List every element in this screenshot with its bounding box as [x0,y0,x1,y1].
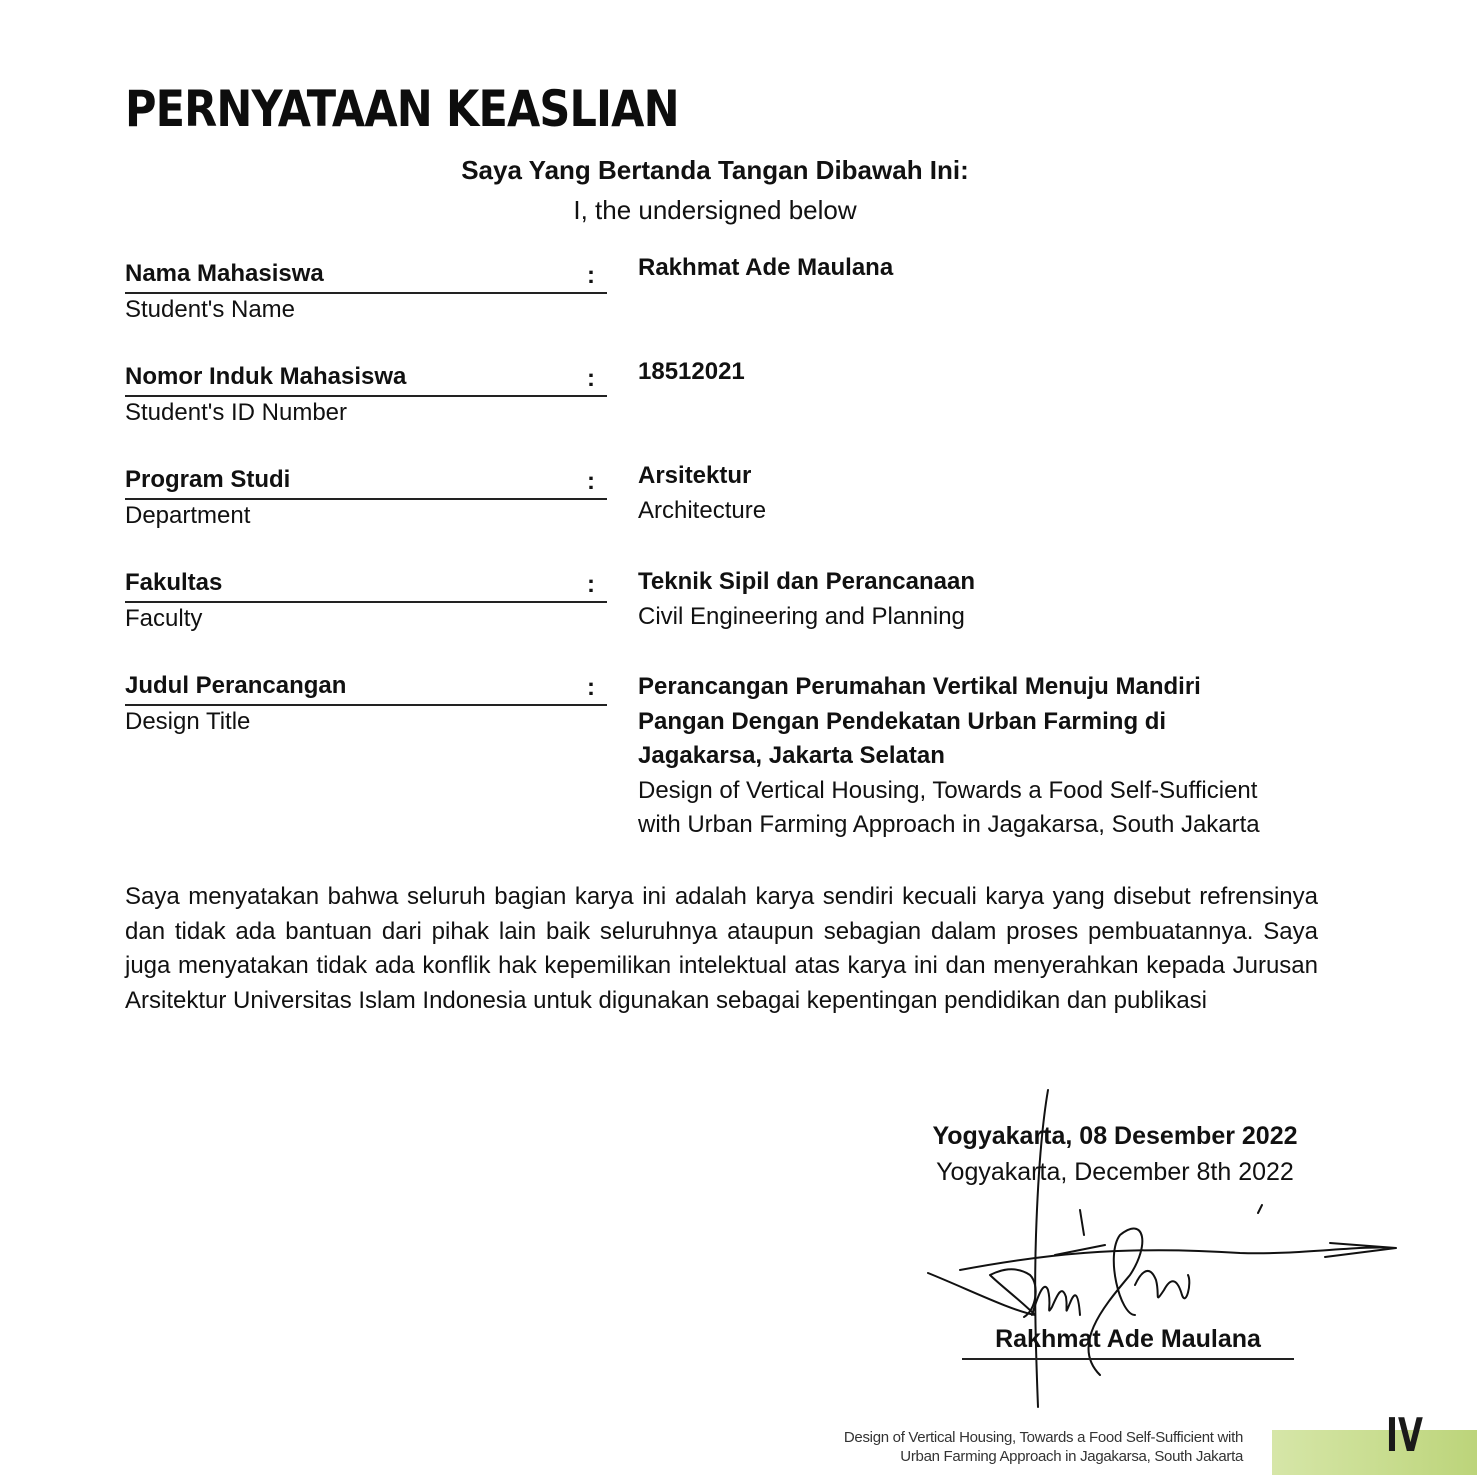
signer-name: Rakhmat Ade Maulana [962,1325,1294,1360]
field-value-en: Design of Vertical Housing, Towards a Food Self-Sufficient with Urban Farming Approach in Jagakarsa, South Jakarta [638,776,1260,838]
field-colon: : [587,262,595,289]
field-value-student-id [638,355,1318,390]
field-value: 18512021 [638,358,745,385]
field-value: Rakhmat Ade Maulana [638,254,894,281]
field-label-en: Student's Name [125,296,296,323]
field-label-en: Faculty [125,605,203,632]
field-label-en: Design Title [125,708,251,735]
intro-subheading: I, the undersigned below [573,195,857,225]
field-value-student-name [638,251,1318,286]
field-value: Teknik Sipil dan Perancanaan [638,568,976,595]
field-label-en: Department [125,502,251,529]
intro-heading: Saya Yang Bertanda Tangan Dibawah Ini: [461,155,969,185]
field-label: Program Studi [125,466,291,493]
field-value-en: Civil Engineering and Planning [638,602,965,630]
footer-caption [844,1428,1243,1466]
page-number: IV [1386,1408,1423,1462]
footer-line-1: Design of Vertical Housing, Towards a Food Self-Sufficient with [843,1429,1243,1446]
signature-date-en: Yogyakarta, December 8th 2022 [936,1158,1294,1186]
field-value-design-title [638,670,1298,843]
field-label: Judul Perancangan [125,672,347,699]
field-colon: : [587,468,595,495]
field-label: Fakultas [125,569,223,596]
field-label: Nama Mahasiswa [125,260,324,287]
field-label-en: Student's ID Number [125,399,348,426]
field-colon: : [587,674,595,701]
field-colon: : [587,571,595,598]
field-value-faculty [638,565,1318,634]
field-student-id [125,359,607,427]
field-label: Nomor Induk Mahasiswa [125,363,407,390]
footer-line-2: Urban Farming Approach in Jagakarsa, South Jakarta [900,1448,1243,1465]
footer-accent-band [1272,1430,1477,1475]
field-design-title [125,668,607,736]
field-value: Arsitektur [638,462,752,489]
statement-paragraph: Saya menyatakan bahwa seluruh bagian karya ini adalah karya sendiri kecuali karya yang disebut refrensinya dan tidak ada bantuan dari pihak lain baik seluruhnya ataupun sebagian dalam proses pembuatannya. Saya juga menyatakan tidak ada konflik hak kepemilikan intelektual atas karya ini dan menyerahkan kepada Jurusan Arsitektur Universitas Islam Indonesia untuk digunakan sebagai kepentingan pendidikan dan publikasi [125,883,1318,1014]
field-faculty [125,565,607,633]
field-value-department [638,459,1318,528]
field-student-name [125,256,607,324]
page-title: PERNYATAAN KEASLIAN [125,80,679,138]
signature-date: Yogyakarta, 08 Desember 2022 [932,1122,1298,1150]
field-colon: : [587,365,595,392]
field-value: Perancangan Perumahan Vertikal Menuju Mandiri Pangan Dengan Pendekatan Urban Farming di Jagakarsa, Jakarta Selatan [638,673,1201,769]
handwritten-signature [920,1085,1410,1415]
field-value-en: Architecture [638,496,767,524]
field-department [125,462,607,530]
